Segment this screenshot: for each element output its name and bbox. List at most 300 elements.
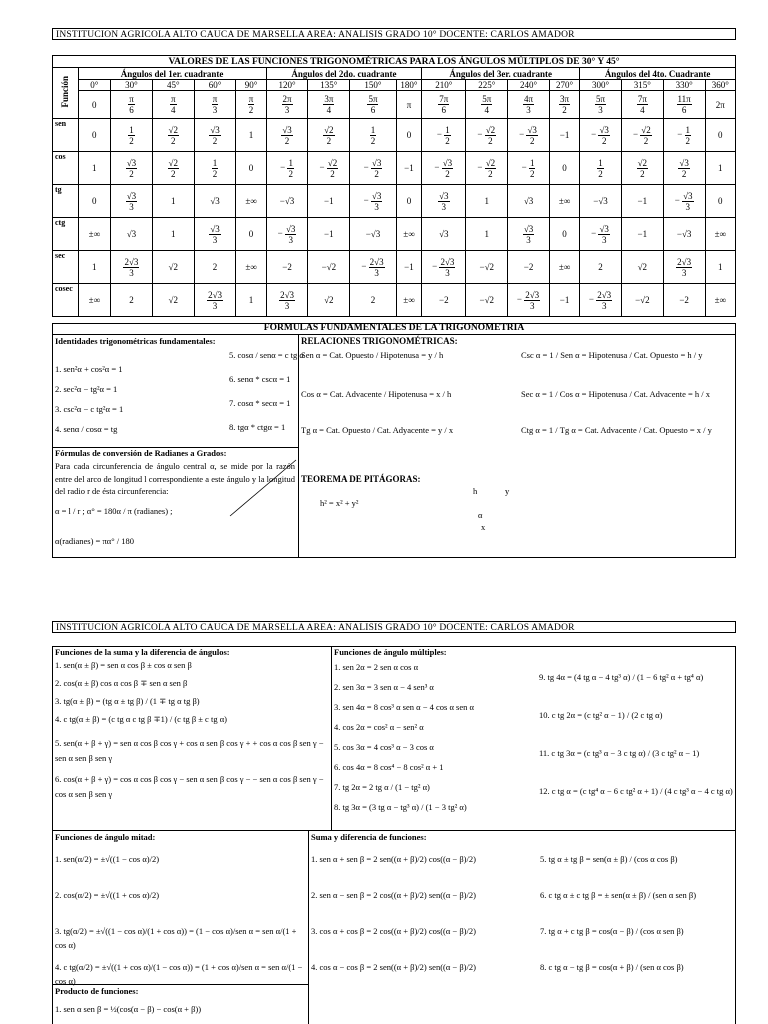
value-cell xyxy=(508,251,550,284)
mitad-item: 3. tg(α/2) = ±√((1 − cos α)/(1 + cos α)) = (1 − cos α)/sen α = sen α/(1 + cos α) xyxy=(55,926,297,950)
value: 1 xyxy=(484,196,489,206)
value: − $\frac{√2}{2}$ xyxy=(632,124,651,146)
degree-cell: 0° xyxy=(78,80,111,91)
value: − $\frac{√3}{3}$ xyxy=(277,223,296,245)
multiple-item: 6. cos 4α = 8 cos⁴ − 8 cos² α + 1 xyxy=(334,762,444,772)
degree-cell: 150° xyxy=(350,80,396,91)
value-cell xyxy=(705,152,735,185)
value-cell xyxy=(396,152,422,185)
value: ±∞ xyxy=(714,295,726,305)
value: −1 xyxy=(324,229,334,239)
value: −1 xyxy=(559,295,570,305)
quadrant-header: Ángulos del 1er. cuadrante xyxy=(78,68,266,80)
value-cell xyxy=(422,251,466,284)
value: 0 xyxy=(562,229,567,239)
radian-value: $\frac{4\pi}{3}$ xyxy=(524,94,534,115)
conversion-formula-2: α(radianes) = πα° / 180 xyxy=(55,536,134,546)
value-cell xyxy=(350,152,396,185)
value-cell xyxy=(111,284,153,317)
value-cell xyxy=(350,119,396,152)
value: 1 xyxy=(718,262,723,272)
value: 0 xyxy=(248,163,254,173)
function-name: cos xyxy=(53,152,79,185)
radian-value: $\frac{\pi}{6}$ xyxy=(129,94,134,115)
value-cell xyxy=(705,119,735,152)
value: ±∞ xyxy=(245,196,257,206)
value-cell xyxy=(621,251,663,284)
fundamentales-title: FORMULAS FUNDAMENTALES DE LA TRIGONOMETRIA xyxy=(263,323,525,333)
radian-value: $\frac{11\pi}{6}$ xyxy=(677,94,691,115)
value-cell xyxy=(705,251,735,284)
table-row xyxy=(53,119,736,152)
value-cell xyxy=(308,185,350,218)
value-cell xyxy=(663,152,705,185)
radian-cell xyxy=(194,91,236,119)
value-cell xyxy=(621,119,663,152)
radian-value: 2π xyxy=(715,99,725,110)
identity-item: 7. cosα * secα = 1 xyxy=(229,398,291,408)
multiple-item: 12. c tg α = (c tg⁴ α − 6 c tg² α + 1) / (4 c tg³ α − 4 c tg α) xyxy=(539,786,733,796)
relacion-cos: Cos α = Cat. Advacente / Hipotenusa = x / h xyxy=(301,389,452,399)
quadrant-header: Ángulos del 3er. cuadrante xyxy=(422,68,580,80)
value-cell xyxy=(422,119,466,152)
identity-item: 6. senα * cscα = 1 xyxy=(229,374,291,384)
value-cell xyxy=(396,251,422,284)
suma-item: 3. tg(α ± β) = (tg α ± tg β) / (1 ∓ tg α tg β) xyxy=(55,696,200,706)
radian-cell xyxy=(580,91,622,119)
value-cell xyxy=(580,284,622,317)
value-cell xyxy=(396,119,422,152)
trig-values-table xyxy=(52,55,736,317)
radian-cell xyxy=(621,91,663,119)
suma-item: 4. c tg(α ± β) = (c tg α c tg β ∓1) / (c tg β ± c tg α) xyxy=(55,714,227,724)
function-name: tg xyxy=(53,185,79,218)
value: $\frac{√3}{2}$ xyxy=(126,157,137,179)
multiple-item: 1. sen 2α = 2 sen α cos α xyxy=(334,662,419,672)
value: 1 xyxy=(171,229,176,239)
radian-value: $\frac{7\pi}{6}$ xyxy=(439,94,449,115)
value-cell xyxy=(111,119,153,152)
relaciones-title: RELACIONES TRIGONOMÉTRICAS: xyxy=(301,336,458,346)
value: $\frac{√2}{2}$ xyxy=(168,124,178,146)
degree-cell: 90° xyxy=(236,80,266,91)
value: − $\frac{√3}{3}$ xyxy=(674,190,693,212)
value: √2 xyxy=(168,295,178,305)
multiple-item: 9. tg 4α = (4 tg α − 4 tg³ α) / (1 − 6 tg² α + tg⁴ α) xyxy=(539,672,704,682)
sumadif-item: 2. sen α − sen β = 2 cos((α + β)/2) sen((α − β)/2) xyxy=(311,890,476,900)
degree-cell: 270° xyxy=(549,80,579,91)
producto-item: 1. sen α sen β = ½(cos(α − β) − cos(α + β)) xyxy=(55,1004,202,1014)
radian-cell xyxy=(508,91,550,119)
value-cell xyxy=(194,218,236,251)
mitad-item: 1. sen(α/2) = ±√((1 − cos α)/2) xyxy=(55,854,160,864)
radian-value: $\frac{\pi}{4}$ xyxy=(170,94,176,115)
function-name: cosec xyxy=(53,284,79,317)
radian-value: 0 xyxy=(92,99,97,110)
degree-cell: 315° xyxy=(621,80,663,91)
value: − $\frac{1}{2}$ xyxy=(436,124,450,146)
value-cell xyxy=(580,218,622,251)
radian-value: π xyxy=(406,99,412,110)
sumadif-item: 6. c tg α ± c tg β = ± sen(α ± β) / (sen α sen β) xyxy=(540,890,697,900)
sumadif-item: 7. tg α + c tg β = cos(α − β) / (cos α sen β) xyxy=(540,926,684,936)
value-cell xyxy=(194,119,236,152)
value-cell xyxy=(152,284,194,317)
multiple-item: 4. cos 2α = cos² α − sen² α xyxy=(334,722,424,732)
value-cell xyxy=(508,218,550,251)
multiple-item: 2. sen 3α = 3 sen α − 4 sen³ α xyxy=(334,682,434,692)
value-cell xyxy=(308,119,350,152)
value: − $\frac{√3}{2}$ xyxy=(519,124,537,146)
value: $\frac{2√3}{3}$ xyxy=(124,256,139,278)
pitagoras-title: TEOREMA DE PITÁGORAS: xyxy=(301,474,421,484)
value: −√3 xyxy=(279,196,295,206)
value: −2 xyxy=(439,295,449,305)
degree-cell: 120° xyxy=(266,80,308,91)
radian-value: $\frac{3\pi}{4}$ xyxy=(324,94,334,115)
value-cell xyxy=(621,218,663,251)
value-cell xyxy=(266,152,308,185)
value-cell xyxy=(266,119,308,152)
value: $\frac{√2}{2}$ xyxy=(324,124,334,146)
conversion-title: Fórmulas de conversión de Radianes a Grados: xyxy=(55,448,227,458)
value-cell xyxy=(580,152,622,185)
value: 0 xyxy=(248,229,254,239)
value-cell xyxy=(266,251,308,284)
value: √2 xyxy=(168,262,178,272)
degree-cell: 30° xyxy=(111,80,153,91)
value: − $\frac{2√3}{3}$ xyxy=(588,289,612,311)
radian-value: $\frac{5\pi}{4}$ xyxy=(482,94,492,115)
value: 2 xyxy=(129,295,134,305)
function-name: sec xyxy=(53,251,79,284)
conversion-formula-1: α = l / r ; α° = 180α / π (radianes) ; xyxy=(55,506,173,516)
value-cell xyxy=(396,218,422,251)
value: 1 xyxy=(248,130,254,140)
value: −√2 xyxy=(321,262,337,272)
value: 0 xyxy=(92,130,97,140)
sumadif-item: 4. cos α − cos β = 2 sen((α + β)/2) sen((α − β)/2) xyxy=(311,962,476,972)
relacion-tg: Tg α = Cat. Opuesto / Cat. Adyacente = y / x xyxy=(301,425,454,435)
radian-value: $\frac{\pi}{3}$ xyxy=(212,94,218,115)
value: − $\frac{√3}{2}$ xyxy=(363,157,382,179)
value-cell xyxy=(111,218,153,251)
value: 1 xyxy=(248,295,254,305)
radian-cell xyxy=(111,91,153,119)
value: √3 xyxy=(523,196,534,206)
value: − $\frac{√2}{2}$ xyxy=(319,157,338,179)
value: 2 xyxy=(370,295,376,305)
degree-cell: 135° xyxy=(308,80,350,91)
value-cell xyxy=(236,251,266,284)
value-cell xyxy=(194,152,236,185)
value: 0 xyxy=(406,196,412,206)
value: $\frac{√3}{3}$ xyxy=(126,190,137,212)
value: $\frac{2√3}{3}$ xyxy=(677,256,692,278)
value-cell xyxy=(350,251,396,284)
mitad-item: 4. c tg(α/2) = ±√((1 + cos α)/(1 − cos α)) = (1 + cos α)/sen α = sen α/(1 − cos α) xyxy=(55,962,303,986)
value-cell xyxy=(580,251,622,284)
multiple-item: 5. cos 3α = 4 cos³ α − 3 cos α xyxy=(334,742,434,752)
table-row xyxy=(53,218,736,251)
value-cell xyxy=(621,152,663,185)
value-cell xyxy=(663,284,705,317)
degree-cell: 180° xyxy=(396,80,422,91)
diagonal-line xyxy=(226,458,298,518)
value-cell xyxy=(549,152,579,185)
radian-cell xyxy=(705,91,735,119)
radian-cell xyxy=(266,91,308,119)
relacion-ctg: Ctg α = 1 / Tg α = Cat. Advacente / Cat. Opuesto = x / y xyxy=(521,425,712,435)
value: √3 xyxy=(210,196,220,206)
multiples-title: Funciones de ángulo múltiples: xyxy=(334,647,447,657)
value: − $\frac{2√3}{3}$ xyxy=(516,289,540,311)
value: −√2 xyxy=(479,295,495,305)
value: −2 xyxy=(679,295,689,305)
value-cell xyxy=(663,119,705,152)
value-cell xyxy=(549,251,579,284)
value-cell xyxy=(466,152,508,185)
value: − $\frac{√2}{2}$ xyxy=(477,124,496,146)
value: 2 xyxy=(212,262,218,272)
value: √2 xyxy=(637,262,648,272)
value: ±∞ xyxy=(558,196,571,206)
value-cell xyxy=(308,251,350,284)
suma-title: Funciones de la suma y la diferencia de ángulos: xyxy=(55,647,230,657)
value: 1 xyxy=(171,196,176,206)
identity-item: 8. tgα * ctgα = 1 xyxy=(229,422,286,432)
table-row xyxy=(53,185,736,218)
value-cell xyxy=(236,284,266,317)
sumadif-item: 5. tg α ± tg β = sen(α ± β) / (cos α cos β) xyxy=(540,854,678,864)
value-cell xyxy=(621,185,663,218)
value: 1 xyxy=(718,163,723,173)
value-cell xyxy=(194,251,236,284)
value-cell xyxy=(152,218,194,251)
page-header: INSTITUCION AGRICOLA ALTO CAUCA DE MARSELLA AREA: ANALISIS GRADO 10° DOCENTE: CARLOS AMADOR xyxy=(52,28,736,40)
value: $\frac{√3}{3}$ xyxy=(210,223,220,245)
sumadif-item: 3. cos α + cos β = 2 cos((α + β)/2) cos((α − β)/2) xyxy=(311,926,476,936)
funcion-label: Función xyxy=(60,76,71,108)
value: ±∞ xyxy=(88,295,100,305)
value: −1 xyxy=(559,130,570,140)
radian-cell xyxy=(236,91,266,119)
identity-item: 2. sec²α − tg²α = 1 xyxy=(55,384,118,394)
value: $\frac{1}{2}$ xyxy=(598,157,603,179)
value: ±∞ xyxy=(245,262,257,272)
value-cell xyxy=(705,185,735,218)
multiple-item: 3. sen 4α = 8 cos³ α sen α − 4 cos α sen α xyxy=(334,702,474,712)
radian-value: $\frac{5\pi}{6}$ xyxy=(368,94,378,115)
value-cell xyxy=(266,284,308,317)
value-cell xyxy=(508,119,550,152)
value-cell xyxy=(152,152,194,185)
multiple-item: 7. tg 2α = 2 tg α / (1 − tg² α) xyxy=(334,782,430,792)
radian-value: $\frac{5\pi}{3}$ xyxy=(596,94,606,115)
value-cell xyxy=(266,218,308,251)
value-cell xyxy=(152,185,194,218)
value: ±∞ xyxy=(88,229,100,239)
value: −√2 xyxy=(635,295,650,305)
radian-cell xyxy=(152,91,194,119)
triangle-alpha: α xyxy=(478,510,483,520)
value-cell xyxy=(508,284,550,317)
degree-cell: 360° xyxy=(705,80,735,91)
value-cell xyxy=(78,218,111,251)
value-cell xyxy=(663,251,705,284)
radian-cell xyxy=(663,91,705,119)
value: ±∞ xyxy=(403,229,415,239)
function-name: sen xyxy=(53,119,79,152)
triangle-h: h xyxy=(473,486,478,496)
value: − $\frac{√3}{3}$ xyxy=(591,223,609,245)
value: 1 xyxy=(92,262,97,272)
identity-item: 5. cosα / senα = c tg α xyxy=(229,350,304,360)
value-cell xyxy=(194,185,236,218)
value: $\frac{2√3}{3}$ xyxy=(208,289,223,311)
conversion-text: Para cada circunferencia de ángulo central α, se mide por la razón entre del arco de longitud l correspondiente a este ángulo y la longitud del radio r de ésta circunferencia: xyxy=(55,461,295,496)
table-row xyxy=(53,251,736,284)
radian-cell xyxy=(78,91,111,119)
value-cell xyxy=(422,284,466,317)
value-cell xyxy=(466,284,508,317)
value-cell xyxy=(236,185,266,218)
value: ±∞ xyxy=(558,262,571,272)
radian-cell xyxy=(350,91,396,119)
degree-cell: 225° xyxy=(466,80,508,91)
value-cell xyxy=(705,284,735,317)
value-cell xyxy=(580,119,622,152)
value-cell xyxy=(549,218,579,251)
value: − $\frac{2√3}{3}$ xyxy=(361,256,384,278)
value-cell xyxy=(466,218,508,251)
value: $\frac{√3}{2}$ xyxy=(210,124,220,146)
value: − $\frac{1}{2}$ xyxy=(521,157,535,179)
value-cell xyxy=(663,185,705,218)
table-title: VALORES DE LAS FUNCIONES TRIGONOMÉTRICAS PARA LOS ÁNGULOS MÚLTIPLOS DE 30° Y 45° xyxy=(53,56,736,68)
identity-item: 4. senα / cosα = tg xyxy=(55,424,118,434)
value-cell xyxy=(308,152,350,185)
value-cell xyxy=(466,251,508,284)
value-cell xyxy=(78,251,111,284)
radian-value: $\frac{3\pi}{2}$ xyxy=(560,94,570,115)
value: $\frac{√2}{2}$ xyxy=(168,157,178,179)
identidades-title: Identidades trigonométricas fundamentales: xyxy=(55,336,216,346)
value: 0 xyxy=(718,196,723,206)
value-cell xyxy=(350,218,396,251)
value: − $\frac{1}{2}$ xyxy=(677,124,691,146)
value: 0 xyxy=(92,196,97,206)
value-cell xyxy=(78,284,111,317)
sumadif-item: 1. sen α + sen β = 2 sen((α + β)/2) cos((α − β)/2) xyxy=(311,854,476,864)
value: −2 xyxy=(523,262,534,272)
value-cell xyxy=(78,152,111,185)
value: $\frac{2√3}{3}$ xyxy=(280,289,295,311)
suma-item: 5. sen(α + β + γ) = sen α cos β cos γ + cos α sen β cos γ + + cos α cos β sen γ − sen α sen β sen γ xyxy=(55,738,324,763)
value-cell xyxy=(508,152,550,185)
relacion-sec: Sec α = 1 / Cos α = Hipotenusa / Cat. Advacente = h / x xyxy=(521,389,711,399)
value: $\frac{√3}{3}$ xyxy=(439,190,449,212)
degree-cell: 210° xyxy=(422,80,466,91)
value: − $\frac{1}{2}$ xyxy=(280,157,293,179)
funcion-label-cell xyxy=(53,68,79,119)
value: $\frac{√3}{2}$ xyxy=(679,157,689,179)
quadrant-header: Ángulos del 2do. cuadrante xyxy=(266,68,422,80)
pitagoras-formula: h² = x² + y² xyxy=(320,498,359,508)
quadrant-header: Ángulos del 4to. Cuadrante xyxy=(580,68,736,80)
value: $\frac{1}{2}$ xyxy=(129,124,134,146)
value: 2 xyxy=(598,262,603,272)
value: ±∞ xyxy=(714,229,726,239)
degree-cell: 300° xyxy=(580,80,622,91)
producto-title: Producto de funciones: xyxy=(55,986,139,996)
radian-cell xyxy=(549,91,579,119)
multiple-item: 10. c tg 2α = (c tg² α − 1) / (2 c tg α) xyxy=(539,710,663,720)
sumadif-item: 8. c tg α − tg β = cos(α + β) / (sen α cos β) xyxy=(540,962,684,972)
value-cell xyxy=(466,119,508,152)
value-cell xyxy=(111,152,153,185)
value: − $\frac{√3}{2}$ xyxy=(591,124,609,146)
radian-cell xyxy=(396,91,422,119)
radian-cell xyxy=(308,91,350,119)
suma-item: 1. sen(α ± β) = sen α cos β ± cos α sen β xyxy=(55,660,192,670)
value-cell xyxy=(396,284,422,317)
sumadif-title: Suma y diferencia de funciones: xyxy=(311,832,427,842)
relacion-csc: Csc α = 1 / Sen α = Hipotenusa / Cat. Opuesto = h / y xyxy=(521,350,703,360)
radian-cell xyxy=(422,91,466,119)
value: −2 xyxy=(282,262,292,272)
value: 1 xyxy=(484,229,489,239)
value: −1 xyxy=(404,163,414,173)
value-cell xyxy=(705,218,735,251)
value-cell xyxy=(111,185,153,218)
value-cell xyxy=(350,284,396,317)
suma-item: 6. cos(α + β + γ) = cos α cos β cos γ − sen α sen β cos γ − − sen α cos β sen γ − cos α sen β sen γ xyxy=(55,774,324,799)
degree-cell: 45° xyxy=(152,80,194,91)
value-cell xyxy=(549,119,579,152)
value: √3 xyxy=(126,229,137,239)
value: √2 xyxy=(324,295,334,305)
degree-cell: 330° xyxy=(663,80,705,91)
value-cell xyxy=(78,119,111,152)
value: √3 xyxy=(439,229,449,239)
value: $\frac{1}{2}$ xyxy=(370,124,376,146)
degree-cell: 240° xyxy=(508,80,550,91)
value: −1 xyxy=(324,196,334,206)
value-cell xyxy=(236,152,266,185)
value-cell xyxy=(422,185,466,218)
page-header-2: INSTITUCION AGRICOLA ALTO CAUCA DE MARSELLA AREA: ANALISIS GRADO 10° DOCENTE: CARLOS AMADOR xyxy=(52,621,736,633)
value-cell xyxy=(308,218,350,251)
radian-cell xyxy=(466,91,508,119)
degree-cell: 60° xyxy=(194,80,236,91)
value: −1 xyxy=(404,262,414,272)
value: −1 xyxy=(637,229,648,239)
multiple-item: 8. tg 3α = (3 tg α − tg³ α) / (1 − 3 tg² α) xyxy=(334,802,467,812)
value-cell xyxy=(236,218,266,251)
table-row xyxy=(53,284,736,317)
value-cell xyxy=(396,185,422,218)
value: $\frac{√2}{2}$ xyxy=(637,157,648,179)
value-cell xyxy=(422,218,466,251)
value: 0 xyxy=(718,130,723,140)
value-cell xyxy=(266,185,308,218)
value-cell xyxy=(663,218,705,251)
suma-item: 2. cos(α ± β) cos α cos β ∓ sen α sen β xyxy=(55,678,188,688)
value: 0 xyxy=(406,130,412,140)
triangle-y: y xyxy=(505,486,510,496)
value: $\frac{√3}{2}$ xyxy=(282,124,292,146)
